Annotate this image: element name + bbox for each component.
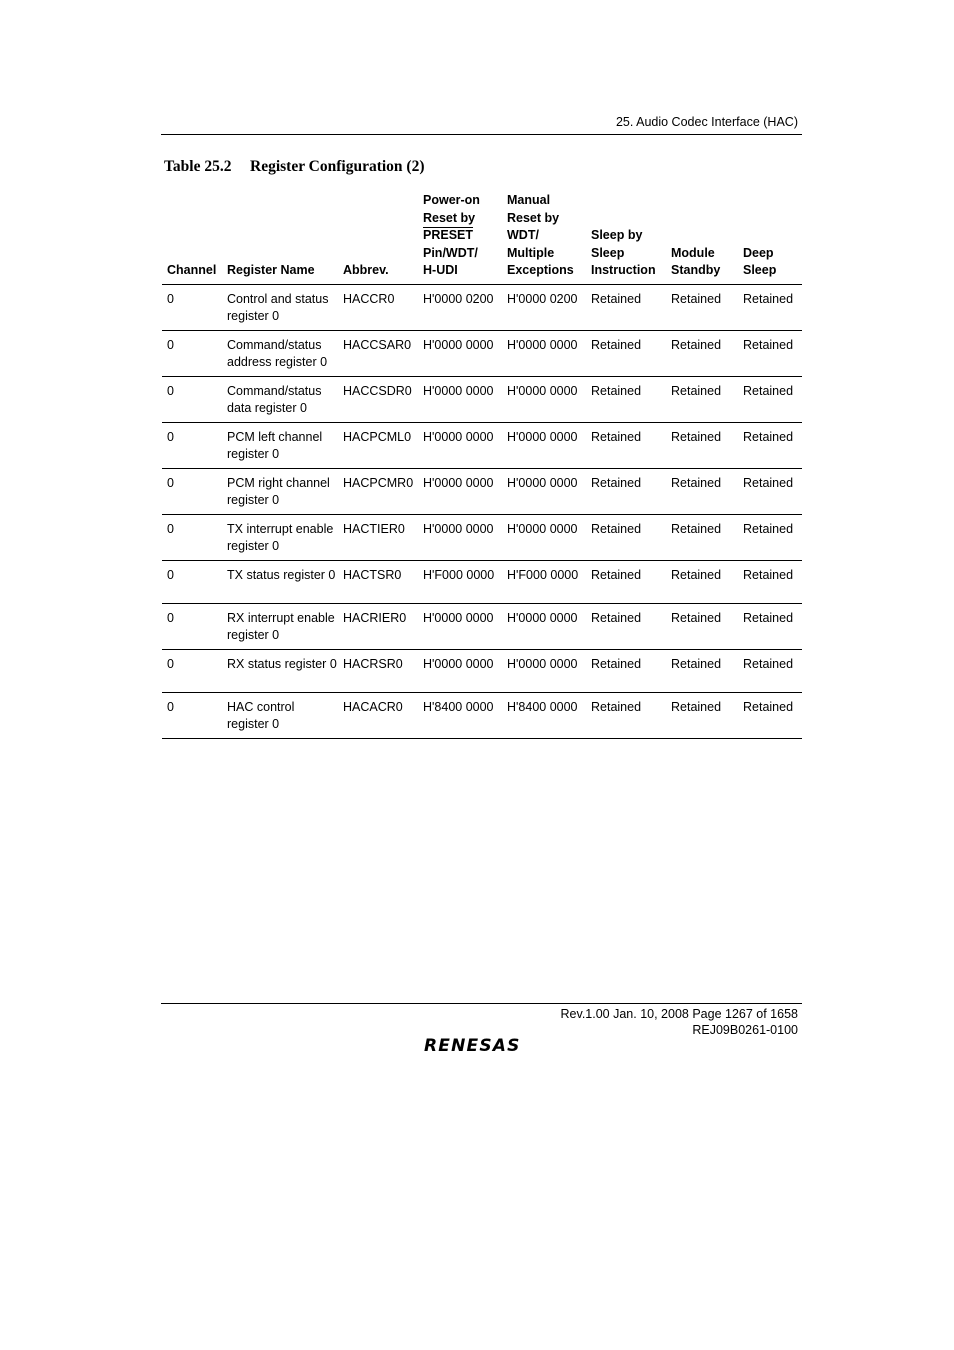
- cell-abbrev: HACPCML0: [338, 422, 418, 468]
- cell-abbrev: HACPCMR0: [338, 468, 418, 514]
- footer-rule: [161, 1003, 802, 1004]
- cell-channel: 0: [162, 330, 222, 376]
- cell-abbrev: HACACR0: [338, 692, 418, 738]
- cell-register-name: PCM right channel register 0: [222, 468, 338, 514]
- cell-deep: Retained: [738, 514, 802, 560]
- cell-abbrev: HACRSR0: [338, 649, 418, 692]
- table-row: [162, 649, 802, 692]
- cell-register-name: PCM left channel register 0: [222, 422, 338, 468]
- cell-poweron: H'0000 0000: [418, 422, 502, 468]
- cell-register-name: RX interrupt enable register 0: [222, 603, 338, 649]
- revision-info: Rev.1.00 Jan. 10, 2008 Page 1267 of 1658: [560, 1007, 798, 1021]
- cell-poweron: H'8400 0000: [418, 692, 502, 738]
- cell-poweron: H'F000 0000: [418, 560, 502, 603]
- cell-deep: Retained: [738, 560, 802, 603]
- cell-register-name: TX interrupt enable register 0: [222, 514, 338, 560]
- cell-poweron: H'0000 0200: [418, 284, 502, 330]
- col-register-name: Register Name: [222, 190, 338, 284]
- cell-sleep: Retained: [586, 330, 666, 376]
- cell-channel: 0: [162, 376, 222, 422]
- table-row: [162, 603, 802, 649]
- cell-abbrev: HACCR0: [338, 284, 418, 330]
- register-table: [162, 190, 802, 739]
- cell-module: Retained: [666, 692, 738, 738]
- cell-abbrev: HACTIER0: [338, 514, 418, 560]
- cell-sleep: Retained: [586, 468, 666, 514]
- cell-deep: Retained: [738, 330, 802, 376]
- col-manual-reset: Manual Reset by WDT/ Multiple Exceptions: [502, 190, 586, 284]
- document-number: REJ09B0261-0100: [692, 1023, 798, 1037]
- cell-deep: Retained: [738, 284, 802, 330]
- cell-manual: H'8400 0000: [502, 692, 586, 738]
- cell-manual: H'0000 0000: [502, 603, 586, 649]
- col-deep-sleep: Deep Sleep: [738, 190, 802, 284]
- table-row: [162, 468, 802, 514]
- cell-deep: Retained: [738, 649, 802, 692]
- table-row: [162, 330, 802, 376]
- cell-register-name: TX status register 0: [222, 560, 338, 603]
- renesas-logo: [422, 1032, 542, 1056]
- table-row: [162, 560, 802, 603]
- header-rule: [161, 134, 802, 135]
- cell-deep: Retained: [738, 603, 802, 649]
- cell-sleep: Retained: [586, 603, 666, 649]
- cell-module: Retained: [666, 422, 738, 468]
- cell-deep: Retained: [738, 376, 802, 422]
- cell-register-name: Command/status data register 0: [222, 376, 338, 422]
- table-row: [162, 514, 802, 560]
- cell-abbrev: HACCSDR0: [338, 376, 418, 422]
- table-row: [162, 692, 802, 738]
- cell-manual: H'0000 0200: [502, 284, 586, 330]
- cell-sleep: Retained: [586, 422, 666, 468]
- cell-deep: Retained: [738, 468, 802, 514]
- cell-register-name: HAC control register 0: [222, 692, 338, 738]
- cell-channel: 0: [162, 514, 222, 560]
- cell-channel: 0: [162, 422, 222, 468]
- cell-module: Retained: [666, 284, 738, 330]
- cell-module: Retained: [666, 514, 738, 560]
- table-title: [164, 158, 425, 176]
- cell-manual: H'0000 0000: [502, 376, 586, 422]
- table-number: Table 25.2: [164, 158, 232, 175]
- cell-abbrev: HACTSR0: [338, 560, 418, 603]
- cell-channel: 0: [162, 603, 222, 649]
- cell-module: Retained: [666, 649, 738, 692]
- cell-channel: 0: [162, 468, 222, 514]
- cell-poweron: H'0000 0000: [418, 376, 502, 422]
- cell-register-name: Command/status address register 0: [222, 330, 338, 376]
- cell-sleep: Retained: [586, 514, 666, 560]
- page-footer: [561, 1006, 798, 1038]
- cell-abbrev: HACCSAR0: [338, 330, 418, 376]
- logo-wordmark: RENESAS: [424, 1036, 521, 1056]
- cell-sleep: Retained: [586, 649, 666, 692]
- table-row: [162, 422, 802, 468]
- cell-channel: 0: [162, 649, 222, 692]
- col-poweron-reset: Power-on Reset by PRESET Pin/WDT/ H-UDI: [418, 190, 502, 284]
- cell-module: Retained: [666, 330, 738, 376]
- cell-abbrev: HACRIER0: [338, 603, 418, 649]
- cell-module: Retained: [666, 468, 738, 514]
- col-module-standby: Module Standby: [666, 190, 738, 284]
- preset-signal: PRESET: [423, 228, 474, 242]
- cell-poweron: H'0000 0000: [418, 649, 502, 692]
- cell-deep: Retained: [738, 692, 802, 738]
- cell-register-name: Control and status register 0: [222, 284, 338, 330]
- col-sleep: Sleep by Sleep Instruction: [586, 190, 666, 284]
- col-abbrev: Abbrev.: [338, 190, 418, 284]
- cell-manual: H'0000 0000: [502, 649, 586, 692]
- cell-sleep: Retained: [586, 376, 666, 422]
- cell-deep: Retained: [738, 422, 802, 468]
- cell-module: Retained: [666, 376, 738, 422]
- cell-manual: H'0000 0000: [502, 514, 586, 560]
- cell-sleep: Retained: [586, 692, 666, 738]
- cell-sleep: Retained: [586, 560, 666, 603]
- cell-module: Retained: [666, 603, 738, 649]
- table-row: [162, 376, 802, 422]
- cell-module: Retained: [666, 560, 738, 603]
- cell-channel: 0: [162, 692, 222, 738]
- table-header-row: [162, 190, 802, 284]
- cell-manual: H'0000 0000: [502, 422, 586, 468]
- cell-channel: 0: [162, 560, 222, 603]
- cell-poweron: H'0000 0000: [418, 468, 502, 514]
- cell-poweron: H'0000 0000: [418, 514, 502, 560]
- cell-manual: H'0000 0000: [502, 330, 586, 376]
- cell-sleep: Retained: [586, 284, 666, 330]
- cell-manual: H'0000 0000: [502, 468, 586, 514]
- running-header: 25. Audio Codec Interface (HAC): [615, 115, 798, 129]
- table-row: [162, 284, 802, 330]
- cell-poweron: H'0000 0000: [418, 603, 502, 649]
- table-name: Register Configuration (2): [250, 158, 425, 175]
- cell-register-name: RX status register 0: [222, 649, 338, 692]
- cell-manual: H'F000 0000: [502, 560, 586, 603]
- col-channel: Channel: [162, 190, 222, 284]
- cell-channel: 0: [162, 284, 222, 330]
- cell-poweron: H'0000 0000: [418, 330, 502, 376]
